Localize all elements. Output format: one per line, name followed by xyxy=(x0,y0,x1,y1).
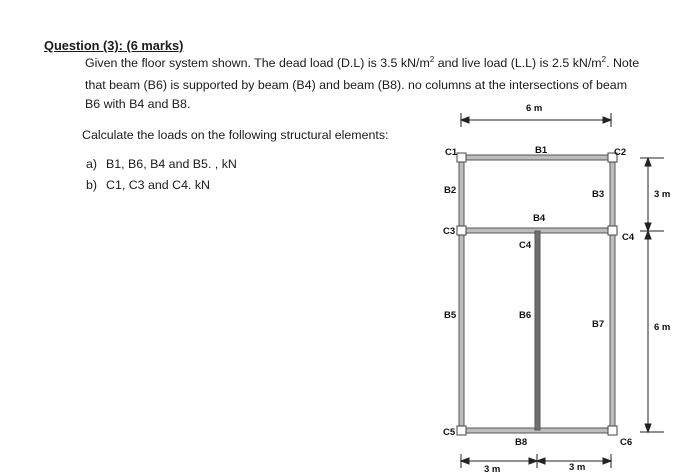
question-text-line-3: B6 with B4 and B8. xyxy=(85,97,191,111)
beam-b3-b7 xyxy=(610,157,615,430)
text-part: and live load (L.L) is 2.5 kN/m xyxy=(434,56,602,70)
beam-label-b7: B7 xyxy=(592,319,605,330)
calculate-instruction: Calculate the loads on the following structural elements: xyxy=(82,128,389,142)
column-c3 xyxy=(457,226,466,235)
item-text: B1, B6, B4 and B5. , kN xyxy=(106,157,237,171)
dimension-label-right-top: 3 m xyxy=(654,189,671,200)
superscript: 2 xyxy=(601,55,607,64)
item-text: C1, C3 and C4. kN xyxy=(106,178,210,192)
column-label-c4-interior: C4 xyxy=(519,240,532,251)
column-label-c6: C6 xyxy=(620,437,633,448)
beam-label-b3: B3 xyxy=(592,189,605,200)
dimension-label-right-bottom: 6 m xyxy=(654,322,671,333)
dimension-lines xyxy=(461,113,664,468)
column-c6 xyxy=(608,426,617,435)
column-c5 xyxy=(457,426,466,435)
item-label: b) xyxy=(86,178,98,192)
dimension-label-bottom-right: 3 m xyxy=(569,462,586,473)
beam-b6 xyxy=(535,231,540,430)
beam-label-b5: B5 xyxy=(444,310,457,321)
question-text-line-2: that beam (B6) is supported by beam (B4) and beam (B8). no columns at the intersections of beam xyxy=(85,78,628,92)
question-title: Question (3): (6 marks) xyxy=(44,38,184,53)
text-part: Given the floor system shown. The dead load (D.L) is 3.5 kN/m xyxy=(85,56,430,70)
column-c4 xyxy=(608,226,617,235)
column-c1 xyxy=(457,153,466,162)
dimension-label-top: 6 m xyxy=(526,103,543,114)
beam-label-b1: B1 xyxy=(535,145,548,156)
beam-b2-b5 xyxy=(459,157,464,430)
column-label-c5: C5 xyxy=(443,427,456,438)
beam-label-b6: B6 xyxy=(519,310,532,321)
beam-label-b8: B8 xyxy=(515,437,528,448)
item-label: a) xyxy=(86,157,98,171)
column-label-c1: C1 xyxy=(445,147,458,158)
column-label-c4-edge: C4 xyxy=(622,232,635,243)
dimension-label-bottom-left: 3 m xyxy=(484,464,501,475)
column-label-c3: C3 xyxy=(443,226,456,237)
column-label-c2: C2 xyxy=(614,147,627,158)
beam-label-b4: B4 xyxy=(533,213,546,224)
beam-label-b2: B2 xyxy=(444,185,457,196)
text-part: . Note xyxy=(606,56,640,70)
superscript: 2 xyxy=(429,55,435,64)
